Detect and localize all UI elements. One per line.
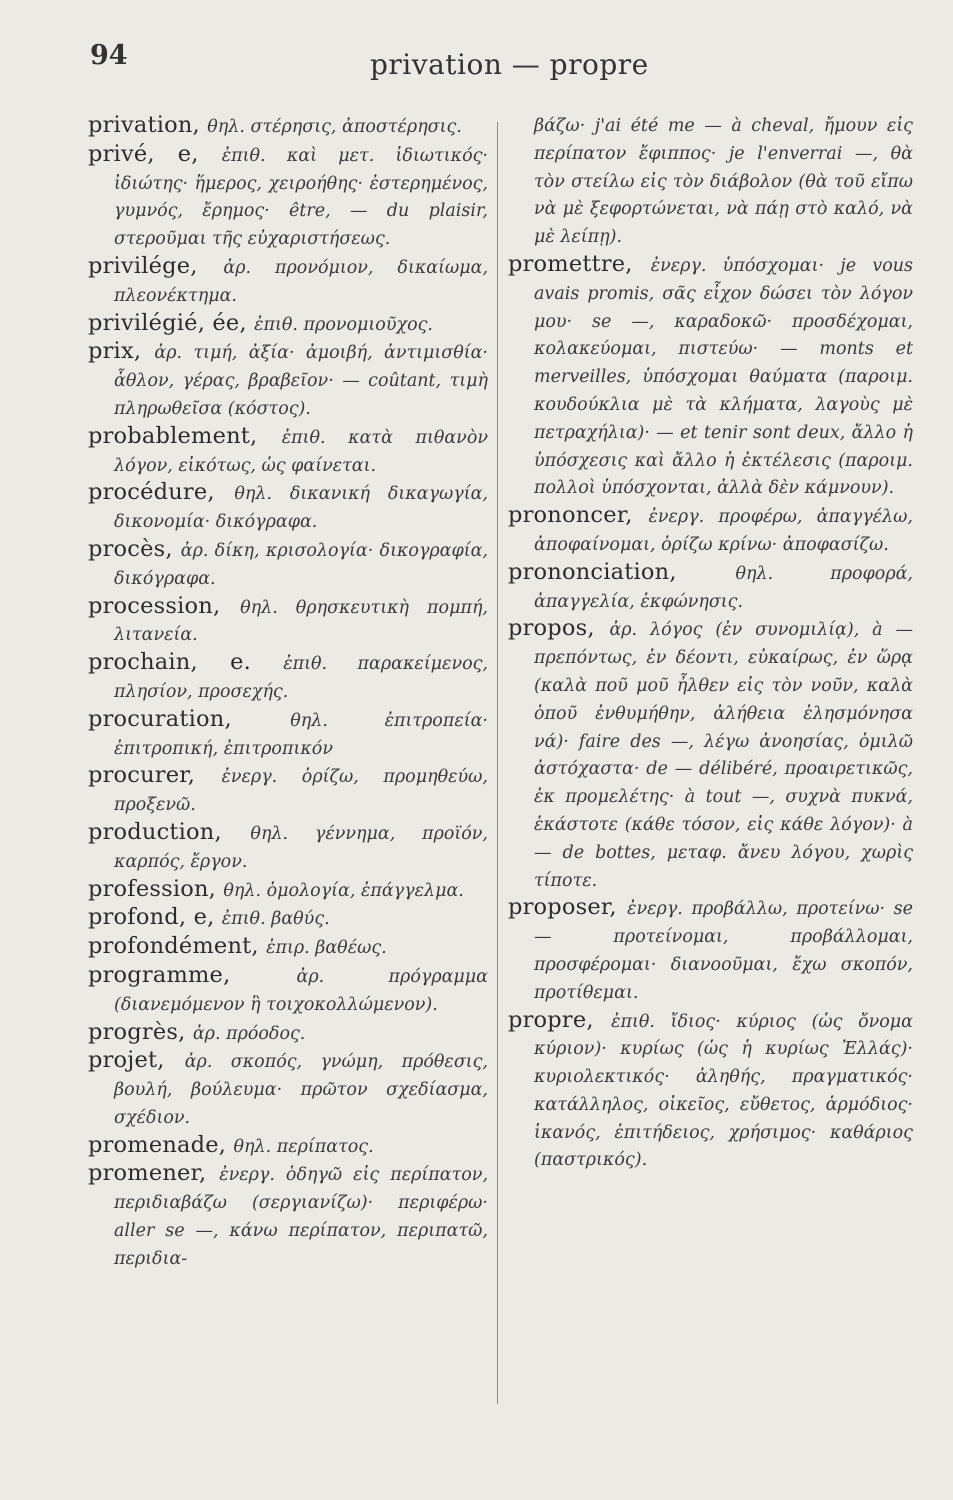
entry-headword: procuration, [88, 705, 291, 732]
dictionary-entry [88, 649, 488, 706]
entry-definition: ἀρ. λόγος (ἐν συνομιλίᾳ), à — πρεπόντως, ἐν δέοντι, εὐκαίρως, ἐν ὥρᾳ (καλὰ ποῦ μοῦ ἦλθεν εἰς τὸν νοῦν, καλὰ ὁποῦ ἐνθυμήθην, ἀλήθεια ἐλησμόνησα νά)· faire des —, λέγω ἀνοησίας, ὁμιλῶ ἀστόχαστα· de — délibéré, προαιρετικῶς, ἐκ προμελέτης· à tout —, συχνὰ πυκνά, ἑκάστοτε (κάθε τόσον, εἰς κάθε λόγον)· à — de bottes, μεταφ. ἄνευ λόγου, χωρὶς τίποτε. [534, 620, 913, 891]
entry-definition: θηλ. γέννημα, προϊόν, καρπός, ἔργον. [114, 823, 488, 872]
entry-definition: ἀρ. σκοπός, γνώμη, πρόθεσις, βουλή, βούλευμα· πρῶτον σχεδίασμα, σχέδιον. [114, 1052, 488, 1128]
dictionary-entry [88, 593, 488, 650]
entry-headword: progrès, [88, 1018, 193, 1045]
entry-headword: profession, [88, 875, 224, 902]
entry-headword: privé, e, [88, 140, 222, 167]
entry-headword: procédure, [88, 479, 235, 506]
entry-definition: θηλ. ὁμολογία, ἐπάγγελμα. [223, 880, 464, 901]
entry-headword: privilégié, ée, [88, 309, 255, 336]
entry-definition: βάζω· j'ai été me — à cheval, ἤμουν εἰς περίπατον ἔφιππος· je l'enverrai —, θὰ τὸν στείλω εἰς τὸν διάβολον (θὰ τοῦ εἴπω νὰ μὲ ξεφορτώνεται, νὰ πάῃ στὸ καλό, νὰ μὲ λείπῃ). [534, 116, 913, 248]
dictionary-entry [88, 706, 488, 763]
entry-definition: ἐνεργ. προφέρω, ἀπαγγέλω, ἀποφαίνομαι, ὁρίζω κρίνω· ἀποφασίζω. [534, 507, 913, 555]
entry-definition: ἀρ. προνόμιον, δικαίωμα, πλεονέκτημα. [114, 257, 489, 306]
dictionary-entry [88, 933, 488, 962]
dictionary-entry [88, 479, 488, 536]
entry-headword: probablement, [88, 422, 282, 449]
dictionary-entry [508, 251, 913, 502]
page-number: 94 [90, 40, 128, 71]
dictionary-entry [508, 894, 913, 1006]
entry-headword: procès, [88, 535, 181, 562]
entry-headword: projet, [88, 1047, 185, 1074]
entry-headword: privation, [88, 112, 208, 138]
dictionary-entry [88, 904, 488, 933]
dictionary-entry [88, 819, 488, 876]
entry-definition: θηλ. θρησκευτικὴ πομπή, λιτανεία. [114, 597, 488, 646]
entry-headword: propos, [508, 615, 610, 642]
dictionary-entry [88, 423, 488, 480]
column-divider [497, 122, 498, 1404]
dictionary-entry [508, 502, 913, 559]
dictionary-entry [88, 1047, 488, 1131]
entry-definition: θηλ. περίπατος. [233, 1136, 374, 1157]
entry-headword: profondément, [88, 933, 267, 960]
dictionary-entry [88, 962, 488, 1019]
dictionary-entry [88, 536, 488, 593]
entry-definition: ἐπιθ. παρακείμενος, πλησίον, προσεχής. [114, 654, 488, 702]
entry-definition: ἀρ. τιμή, ἀξία· ἀμοιβή, ἀντιμισθία· ἆθλον, γέρας, βραβεῖον· — coûtant, τιμὴ πληρωθεῖσα (κόστος). [114, 343, 488, 419]
dictionary-entry [88, 762, 488, 819]
entry-definition: ἐνεργ. ὁδηγῶ εἰς περίπατον, περιδιαβάζω (σεργιανίζω)· περιφέρω· aller se —, κάνω περίπατον, περιπατῶ, περιδια- [114, 1165, 489, 1269]
dictionary-entry [88, 1160, 488, 1272]
entry-headword: prix, [88, 338, 155, 365]
entry-definition: ἐπιθ. προνομιοῦχος. [254, 314, 433, 335]
entry-definition: ἀρ. δίκη, κρισολογία· δικογραφία, δικόγραφα. [114, 540, 488, 589]
entry-definition: ἐνεργ. προβάλλω, προτείνω· se — προτείνομαι, προβάλλομαι, προσφέρομαι· διανοοῦμαι, ἔχω σκοπόν, προτίθεμαι. [534, 899, 913, 1003]
dictionary-entry [508, 112, 913, 251]
dictionary-entry [88, 253, 488, 310]
entry-headword: procession, [88, 592, 241, 619]
dictionary-entry [88, 310, 488, 339]
entry-definition: ἀρ. πρόοδος. [192, 1023, 306, 1044]
dictionary-entry [88, 876, 488, 905]
entry-headword: profond, e, [88, 904, 222, 931]
entry-definition: θηλ. ἐπιτροπεία· ἐπιτροπική, ἐπιτροπικόν [114, 710, 488, 759]
entry-headword: programme, [88, 961, 297, 988]
entry-headword: procurer, [88, 762, 222, 789]
entry-headword: propre, [508, 1006, 612, 1033]
entry-headword: proposer, [508, 894, 628, 921]
entry-headword: privilége, [88, 252, 224, 279]
dictionary-entry [88, 1132, 488, 1161]
right-column [508, 112, 913, 1174]
entry-definition: ἐπιθ. καὶ μετ. ἰδιωτικός· ἰδιώτης· ἥμερος, χειροήθης· ἐστερημένος, γυμνός, ἔρημος· être, — du plaisir, στεροῦμαι τῆς εὐχαριστήσεως. [114, 145, 488, 250]
entry-definition: θηλ. δικανική δικαγωγία, δικονομία· δικόγραφα. [114, 484, 488, 533]
running-head: privation — propre [370, 48, 649, 81]
entry-headword: prononciation, [508, 558, 736, 585]
dictionary-entry [88, 112, 488, 141]
entry-definition: θηλ. προφορά, ἀπαγγελία, ἐκφώνησις. [534, 563, 913, 612]
entry-headword: prononcer, [508, 502, 649, 529]
dictionary-entry [508, 559, 913, 616]
entry-definition: ἐπιθ. ἴδιος· κύριος (ὡς ὄνομα κύριον)· κυρίως (ὡς ἡ κυρίως Ἑλλάς)· κυριολεκτικός· ἀληθής, πραγματικός· κατάλληλος, οἰκεῖος, εὔθετος, ἁρμόδιος· ἱκανός, ἐπιτήδειος, χρήσιμος· καθάριος (παστρικός). [534, 1011, 913, 1171]
entry-definition: ἐπιθ. κατὰ πιθανὸν λόγον, εἰκότως, ὡς φαίνεται. [114, 427, 488, 476]
dictionary-entry [88, 1019, 488, 1048]
entry-headword: prochain, e. [88, 649, 284, 676]
entry-definition: ἀρ. πρόγραμμα (διανεμόμενον ἢ τοιχοκολλώμενον). [114, 966, 488, 1015]
entry-headword: promettre, [508, 250, 651, 277]
entry-definition: ἐπιρ. βαθέως. [266, 938, 387, 959]
entry-headword: promener, [88, 1160, 220, 1187]
dictionary-entry [88, 338, 488, 422]
dictionary-entry [88, 141, 488, 253]
entry-headword: promenade, [88, 1131, 234, 1158]
entry-definition: θηλ. στέρησις, ἀποστέρησις. [207, 117, 462, 137]
entry-headword: production, [88, 818, 251, 845]
entry-definition: ἐνεργ. ὑπόσχομαι· je vous avais promis, σᾶς εἶχον δώσει τὸν λόγον μου· se —, καραδοκῶ· προσδέχομαι, κολακεύομαι, πιστεύω· — monts et merveilles, ὑπόσχομαι θαύματα (παροιμ. κουδούκλια μὲ τὰ κλήματα, λαγοὺς μὲ πετραχήλια)· — et tenir sont deux, ἄλλο ἡ ὑπόσχεσις καὶ ἄλλο ἡ ἐκτέλεσις (παροιμ. πολλοὶ ὑπόσχονται, ἀλλὰ δὲν κάμνουν). [534, 255, 913, 499]
left-column [88, 112, 488, 1273]
dictionary-entry [508, 615, 913, 894]
entry-definition: ἐνεργ. ὁρίζω, προμηθεύω, προξενῶ. [114, 767, 488, 816]
entry-definition: ἐπιθ. βαθύς. [221, 909, 330, 930]
dictionary-entry [508, 1007, 913, 1175]
